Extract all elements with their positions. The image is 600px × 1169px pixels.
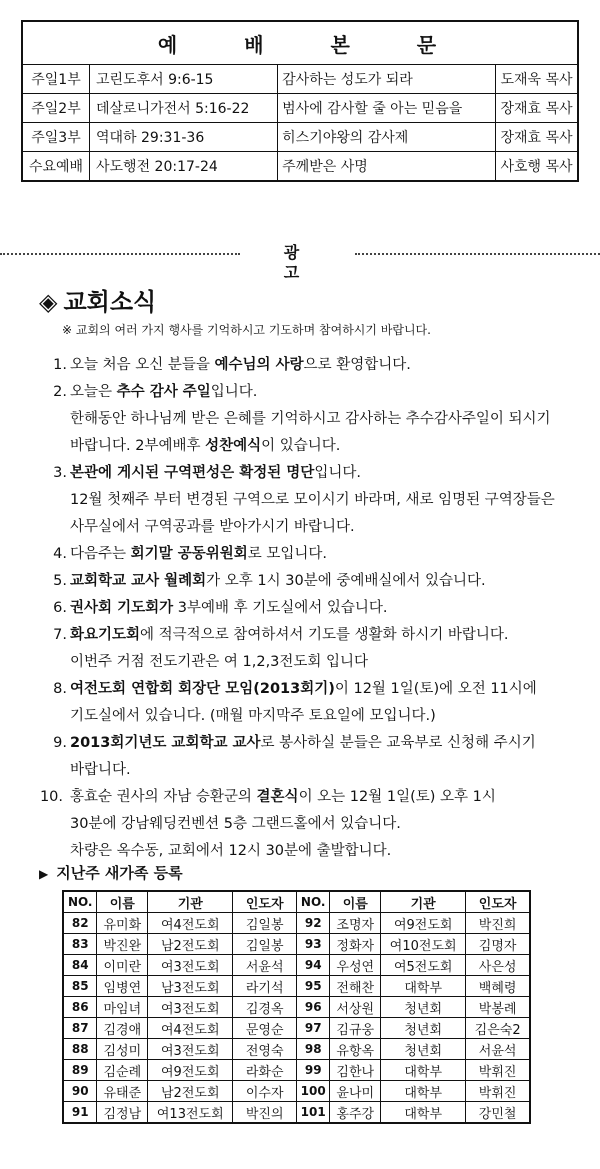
news-emphasis: 추수 감사 주일 [116, 384, 211, 400]
visitors-cell: 김성미 [97, 1039, 148, 1060]
news-item-number: 8. [53, 681, 67, 697]
sermon-passage: 역대하 29:31-36 [90, 123, 278, 152]
news-item-number: 1. [53, 357, 67, 373]
sermon-passage: 사도행전 20:17-24 [90, 152, 278, 182]
news-item-number: 5. [53, 573, 67, 589]
visitors-cell: 88 [63, 1039, 97, 1060]
visitors-title: 지난주 새가족 등록 [56, 864, 183, 882]
sermon-row [22, 65, 578, 94]
visitors-cell: 서상원 [330, 997, 381, 1018]
visitors-cell: 남3전도회 [148, 976, 233, 997]
news-item-line [70, 379, 257, 405]
visitors-cell: 84 [63, 955, 97, 976]
news-item-number: 6. [53, 600, 67, 616]
visitors-header-cell: 인도자 [233, 891, 297, 913]
visitors-header-cell: 인도자 [466, 891, 530, 913]
visitors-cell: 박진희 [466, 913, 530, 934]
news-item-number: 7. [53, 627, 67, 643]
news-item-line [70, 838, 391, 864]
visitors-cell: 마임녀 [97, 997, 148, 1018]
news-text: 로 봉사하실 분들은 교육부로 신청해 주시기 [260, 735, 536, 751]
visitors-cell: 83 [63, 934, 97, 955]
sermon-service: 주일3부 [22, 123, 90, 152]
visitors-cell: 강민철 [466, 1102, 530, 1124]
visitors-cell: 이미란 [97, 955, 148, 976]
sermon-title: 감사하는 성도가 되라 [278, 65, 496, 94]
visitors-cell: 청년회 [381, 1018, 466, 1039]
dotted-rule-left [0, 253, 240, 255]
news-item-line [70, 460, 361, 486]
news-item-number: 9. [53, 735, 67, 751]
news-text: 한해동안 하나님께 받은 은혜를 기억하시고 감사하는 추수감사주일이 되시기 [70, 411, 551, 427]
announcement-divider [0, 243, 600, 282]
visitors-cell: 대학부 [381, 976, 466, 997]
visitors-cell: 대학부 [381, 1081, 466, 1102]
visitors-cell: 백혜령 [466, 976, 530, 997]
visitors-table [62, 890, 531, 1124]
news-text: 이 오는 12월 1일(토) 오후 1시 [298, 789, 496, 805]
news-item-line [70, 811, 401, 837]
news-item-line [70, 703, 436, 729]
news-text: 바랍니다. 2부예배후 [70, 438, 206, 454]
visitors-cell: 96 [296, 997, 329, 1018]
sermon-title: 예 배 본 문 [22, 21, 578, 65]
visitors-cell: 박진의 [233, 1102, 297, 1124]
visitors-header-cell: 이름 [330, 891, 381, 913]
visitors-cell: 사은성 [466, 955, 530, 976]
visitors-cell: 유항옥 [330, 1039, 381, 1060]
visitors-cell: 임병연 [97, 976, 148, 997]
visitors-cell: 여3전도회 [148, 1039, 233, 1060]
news-item-line [70, 757, 131, 783]
visitors-cell: 청년회 [381, 997, 466, 1018]
visitors-cell: 여13전도회 [148, 1102, 233, 1124]
news-item-line [70, 595, 387, 621]
visitors-cell: 홍주강 [330, 1102, 381, 1124]
news-emphasis: 결혼식 [256, 789, 299, 805]
church-news-notice: ※ 교회의 여러 가지 행사를 기억하시고 기도하며 참여하시기 바랍니다. [62, 323, 431, 337]
visitors-cell: 여4전도회 [148, 913, 233, 934]
visitors-cell: 99 [296, 1060, 329, 1081]
visitors-cell: 서윤석 [466, 1039, 530, 1060]
visitors-cell: 여4전도회 [148, 1018, 233, 1039]
news-item-line [70, 649, 368, 675]
visitors-row [63, 1018, 530, 1039]
visitors-cell: 94 [296, 955, 329, 976]
sermon-row [22, 123, 578, 152]
visitors-cell: 김규웅 [330, 1018, 381, 1039]
visitors-cell: 김일봉 [233, 913, 297, 934]
sermon-title: 히스기야왕의 감사제 [278, 123, 496, 152]
sermon-service: 주일2부 [22, 94, 90, 123]
visitors-cell: 라화순 [233, 1060, 297, 1081]
visitors-cell: 85 [63, 976, 97, 997]
news-item-line [70, 568, 486, 594]
visitors-cell: 86 [63, 997, 97, 1018]
visitors-cell: 김경옥 [233, 997, 297, 1018]
visitors-cell: 윤나미 [330, 1081, 381, 1102]
news-text: 홍효순 권사의 자남 승환군의 [70, 789, 257, 805]
news-emphasis: 회기말 공동위원회 [130, 546, 248, 562]
visitors-cell: 서윤석 [233, 955, 297, 976]
visitors-row [63, 1060, 530, 1081]
news-text: 에 적극적으로 참여하셔서 기도를 생활화 하시기 바랍니다. [140, 627, 509, 643]
visitors-row [63, 1081, 530, 1102]
visitors-cell: 남2전도회 [148, 934, 233, 955]
visitors-cell: 남2전도회 [148, 1081, 233, 1102]
triangle-icon: ▶ [39, 867, 49, 881]
visitors-cell: 김한나 [330, 1060, 381, 1081]
visitors-cell: 91 [63, 1102, 97, 1124]
news-text: 3부예배 후 기도실에서 있습니다. [173, 600, 388, 616]
visitors-cell: 101 [296, 1102, 329, 1124]
news-emphasis: 화요기도회 [70, 627, 141, 643]
news-emphasis: 예수님의 사랑 [214, 357, 304, 373]
news-text: 바랍니다. [70, 762, 131, 778]
visitors-cell: 대학부 [381, 1060, 466, 1081]
news-item-line [70, 352, 411, 378]
visitors-cell: 박진완 [97, 934, 148, 955]
visitors-row [63, 976, 530, 997]
sermon-pastor: 사호행 목사 [496, 152, 578, 182]
visitors-heading [39, 862, 183, 885]
news-text: 오늘은 [70, 384, 117, 400]
news-emphasis: 성찬예식 [205, 438, 262, 454]
visitors-row [63, 997, 530, 1018]
news-text: 입니다. [210, 384, 258, 400]
news-emphasis: 2013회기년도 교회학교 교사 [70, 735, 261, 751]
visitors-cell: 여3전도회 [148, 955, 233, 976]
visitors-row [63, 1039, 530, 1060]
diamond-icon: ◈ [39, 287, 58, 316]
visitors-cell: 82 [63, 913, 97, 934]
visitors-cell: 95 [296, 976, 329, 997]
sermon-title: 주께받은 사명 [278, 152, 496, 182]
visitors-cell: 유태준 [97, 1081, 148, 1102]
dotted-rule-right [355, 253, 600, 255]
news-emphasis: 권사회 기도회가 [70, 600, 174, 616]
visitors-cell: 93 [296, 934, 329, 955]
visitors-cell: 청년회 [381, 1039, 466, 1060]
news-item-line [70, 622, 508, 648]
visitors-cell: 박휘진 [466, 1081, 530, 1102]
visitors-header-cell: NO. [63, 891, 97, 913]
visitors-cell: 100 [296, 1081, 329, 1102]
sermon-service: 수요예배 [22, 152, 90, 182]
visitors-cell: 정화자 [330, 934, 381, 955]
visitors-cell: 여9전도회 [381, 913, 466, 934]
sermon-row [22, 94, 578, 123]
sermon-row [22, 152, 578, 182]
news-text: 다음주는 [70, 546, 131, 562]
announcement-title: 광 고 [283, 243, 326, 282]
visitors-header-cell: NO. [296, 891, 329, 913]
visitors-header-cell: 기관 [148, 891, 233, 913]
visitors-cell: 김경애 [97, 1018, 148, 1039]
visitors-cell: 대학부 [381, 1102, 466, 1124]
news-item-line [70, 487, 555, 513]
visitors-row [63, 955, 530, 976]
visitors-row [63, 913, 530, 934]
visitors-header-cell: 이름 [97, 891, 148, 913]
news-text: 기도실에서 있습니다. (매월 마지막주 토요일에 모입니다.) [70, 708, 436, 724]
visitors-cell: 라기석 [233, 976, 297, 997]
sermon-title: 범사에 감사할 줄 아는 믿음을 [278, 94, 496, 123]
news-item-number: 4. [53, 546, 67, 562]
news-emphasis: 여전도회 연합회 회장단 모임(2013회기) [70, 681, 335, 697]
news-text: 이 있습니다. [261, 438, 341, 454]
news-text: 이 12월 1일(토)에 오전 11시에 [334, 681, 537, 697]
visitors-cell: 여9전도회 [148, 1060, 233, 1081]
visitors-cell: 김순례 [97, 1060, 148, 1081]
visitors-cell: 87 [63, 1018, 97, 1039]
visitors-cell: 90 [63, 1081, 97, 1102]
visitors-row [63, 1102, 530, 1124]
visitors-cell: 여5전도회 [381, 955, 466, 976]
news-text: 으로 환영합니다. [303, 357, 411, 373]
news-item-line [70, 784, 496, 810]
visitors-cell: 89 [63, 1060, 97, 1081]
visitors-cell: 유미화 [97, 913, 148, 934]
visitors-cell: 문영순 [233, 1018, 297, 1039]
visitors-cell: 김명자 [466, 934, 530, 955]
visitors-cell: 여10전도회 [381, 934, 466, 955]
visitors-cell: 98 [296, 1039, 329, 1060]
visitors-cell: 우성연 [330, 955, 381, 976]
news-text: 입니다. [314, 465, 361, 481]
news-emphasis: 교회학교 교사 월례회 [70, 573, 207, 589]
sermon-table [21, 20, 579, 182]
visitors-header-cell: 기관 [381, 891, 466, 913]
visitors-cell: 92 [296, 913, 329, 934]
news-text: 차량은 옥수동, 교회에서 12시 30분에 출발합니다. [70, 843, 392, 859]
visitors-cell: 전영숙 [233, 1039, 297, 1060]
visitors-cell: 전해찬 [330, 976, 381, 997]
news-item-line [70, 433, 340, 459]
visitors-cell: 97 [296, 1018, 329, 1039]
news-item-number: 2. [53, 384, 67, 400]
news-text: 이번주 거점 전도기관은 여 1,2,3전도회 입니다 [70, 654, 369, 670]
sermon-passage: 고린도후서 9:6-15 [90, 65, 278, 94]
sermon-passage: 데살로니가전서 5:16-22 [90, 94, 278, 123]
news-text: 오늘 처음 오신 분들을 [70, 357, 215, 373]
news-item-line [70, 730, 536, 756]
news-text: 로 모입니다. [247, 546, 328, 562]
news-emphasis: 본관에 게시된 구역편성은 확정된 명단 [70, 465, 315, 481]
visitors-cell: 박봉례 [466, 997, 530, 1018]
visitors-cell: 김정남 [97, 1102, 148, 1124]
news-text: 12월 첫째주 부터 변경된 구역으로 모이시기 바라며, 새로 임명된 구역장들은 [70, 492, 555, 508]
news-item-line [70, 514, 355, 540]
sermon-pastor: 장재효 목사 [496, 123, 578, 152]
visitors-row [63, 934, 530, 955]
news-item-line [70, 676, 537, 702]
news-item-number: 3. [53, 465, 67, 481]
church-news-title: 교회소식 [63, 287, 157, 316]
visitors-cell: 김은숙2 [466, 1018, 530, 1039]
news-item-number: 10. [39, 789, 63, 805]
news-text: 가 오후 1시 30분에 중예배실에서 있습니다. [206, 573, 486, 589]
sermon-service: 주일1부 [22, 65, 90, 94]
visitors-cell: 김일봉 [233, 934, 297, 955]
news-text: 사무실에서 구역공과를 받아가시기 바랍니다. [70, 519, 355, 535]
visitors-cell: 여3전도회 [148, 997, 233, 1018]
visitors-cell: 조명자 [330, 913, 381, 934]
news-item-line [70, 406, 551, 432]
sermon-pastor: 장재효 목사 [496, 94, 578, 123]
news-text: 30분에 강남웨딩컨벤션 5층 그랜드홀에서 있습니다. [70, 816, 401, 832]
visitors-cell: 박휘진 [466, 1060, 530, 1081]
church-news-heading [39, 287, 156, 317]
visitors-cell: 이수자 [233, 1081, 297, 1102]
news-item-line [70, 541, 327, 567]
sermon-pastor: 도재욱 목사 [496, 65, 578, 94]
